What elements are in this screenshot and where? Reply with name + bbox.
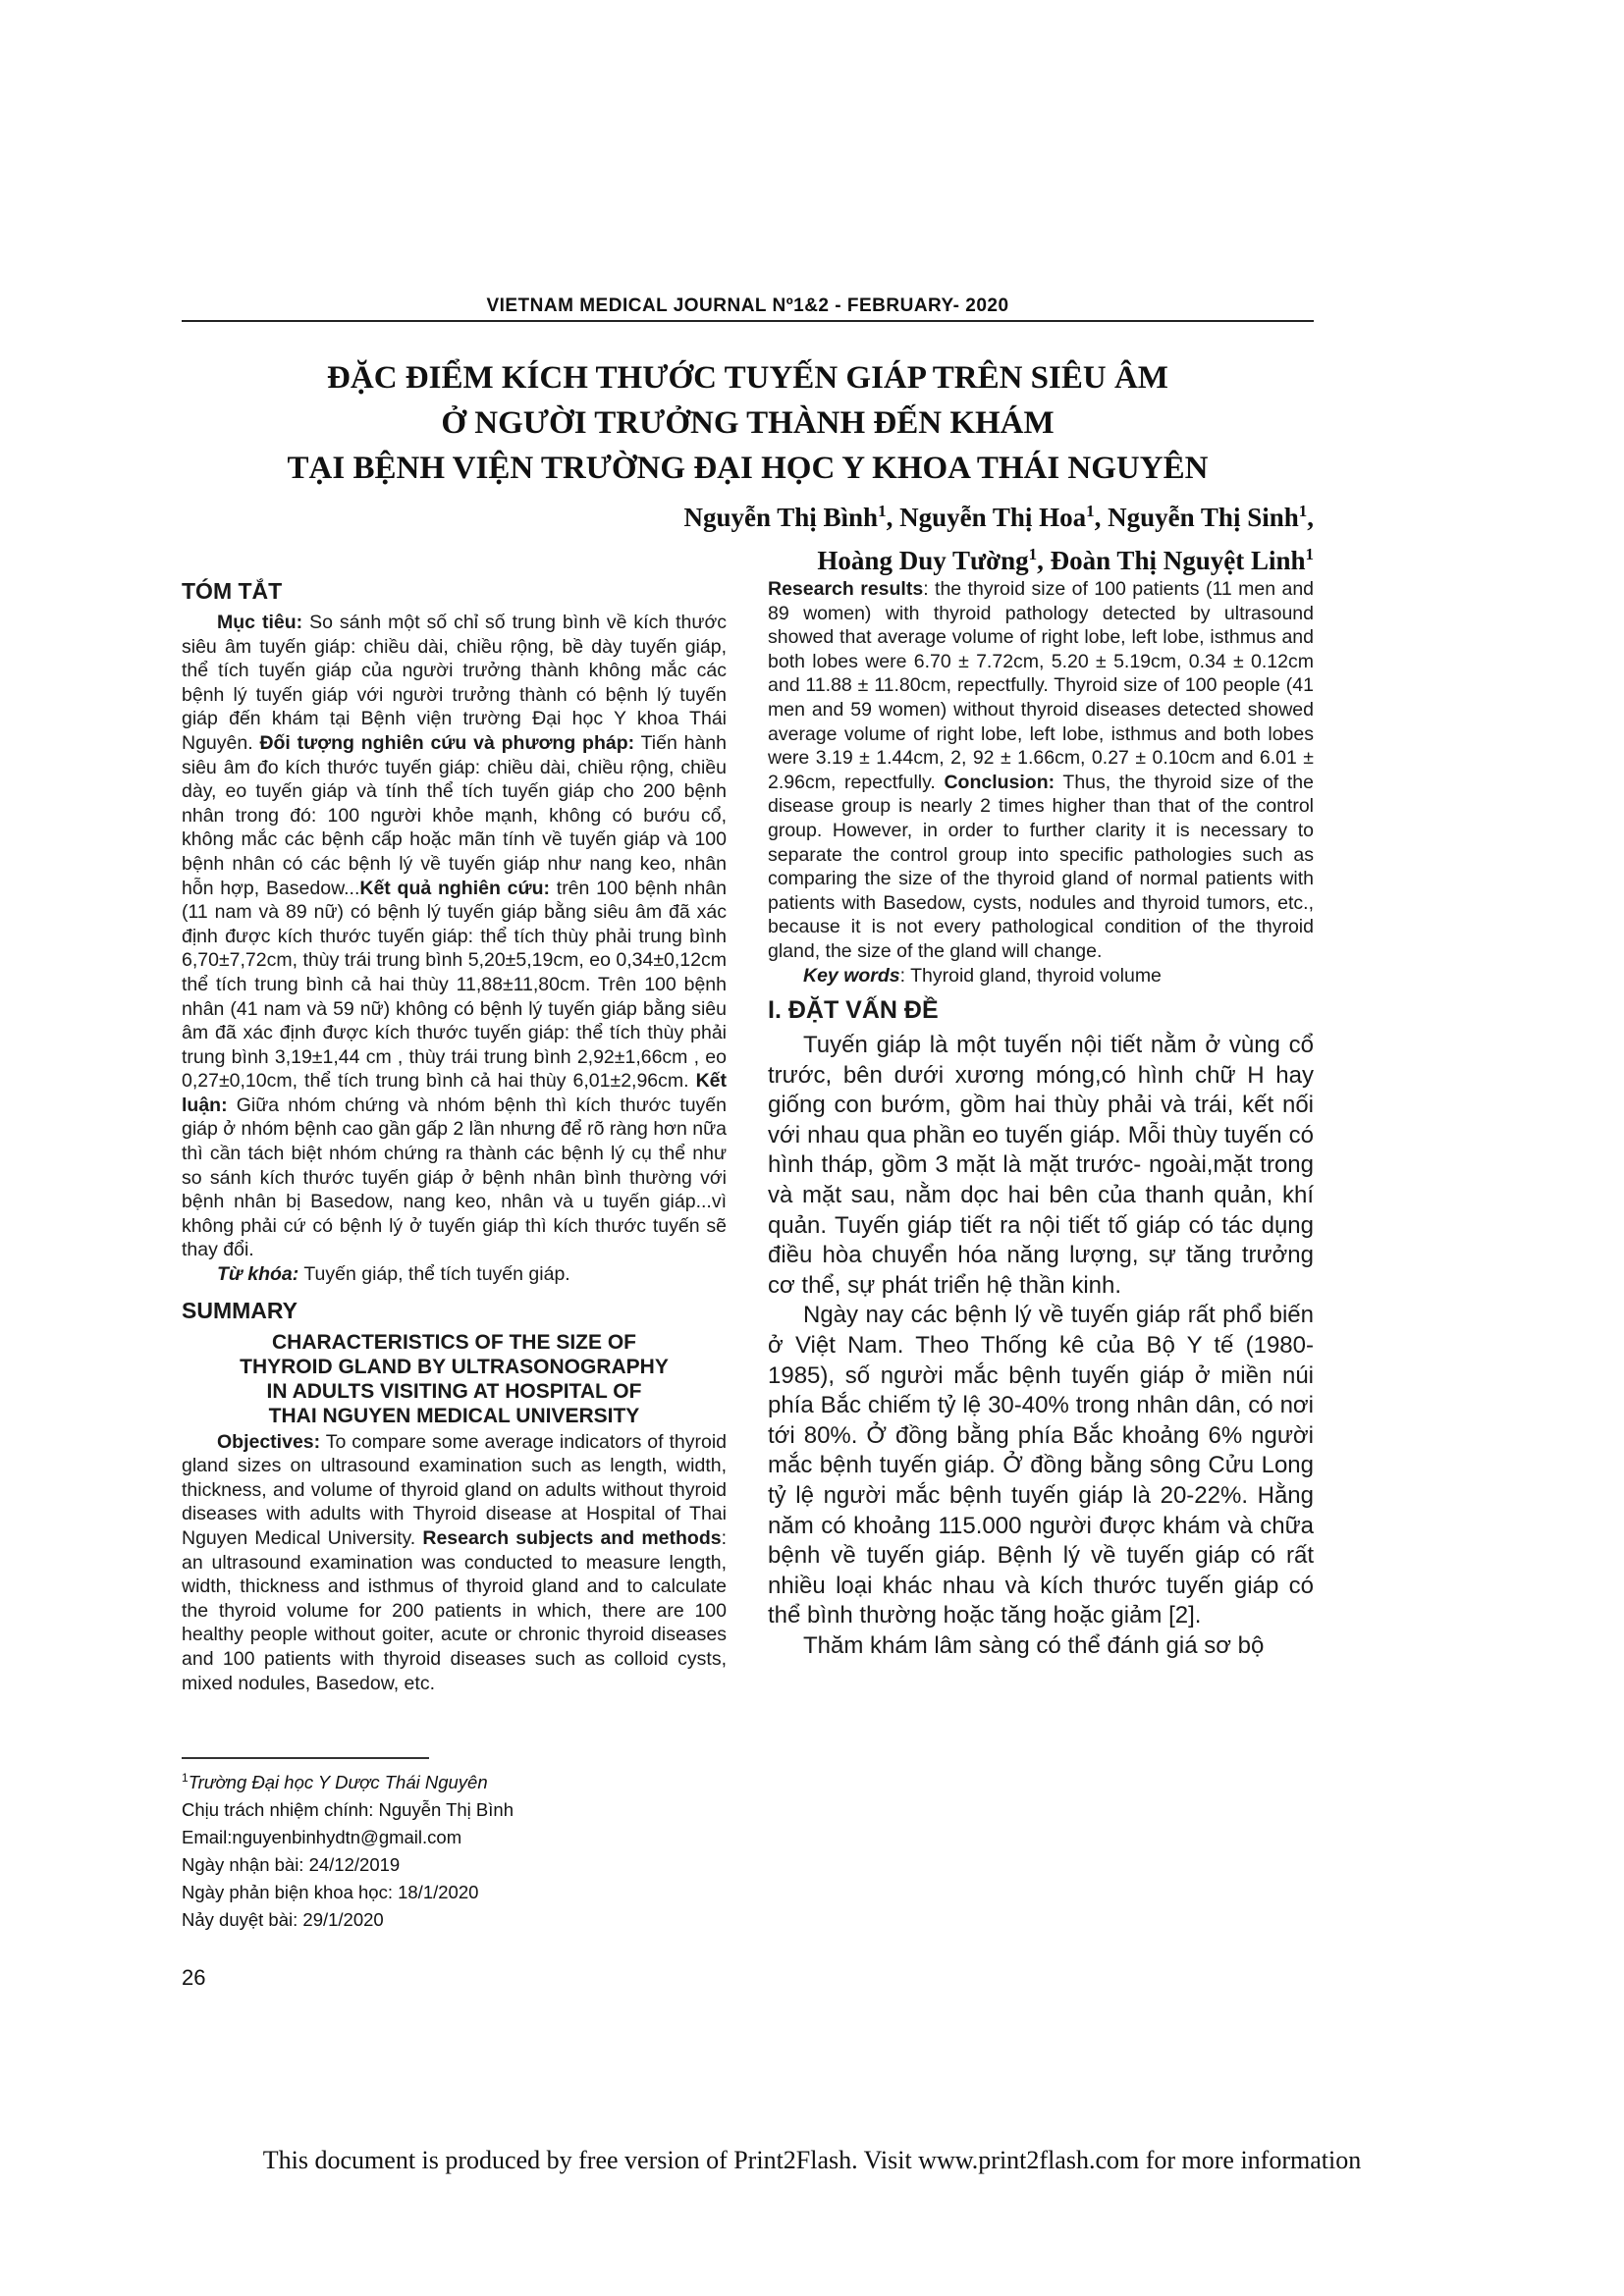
footnote-accepted: Nảy duyệt bài: 29/1/2020 [182, 1909, 384, 1931]
author-affiliation-mark: 1 [878, 502, 887, 520]
objective-label: Mục tiêu: [217, 612, 303, 633]
keywords-label: Từ khóa: [217, 1263, 299, 1286]
page-number: 26 [182, 1965, 206, 1990]
results-text-en: : the thyroid size of 100 patients (11 men and 89 women) with thyroid pathology detected by ultrasound showed that average volume of right lobe, left lobe, isthmus and both lobes were 6.70 ± 7.72cm, 5.20 ± 5.19cm, 0.34 ± 0.12cm and 11.88 ± 11.80cm, repectfully. Thyroid size of 100 people (41 men and 59 women) without thyroid diseases detected showed average volume of right lobe, left lobe, isthmus and both lobes were 3.19 ± 1.44cm, 2, 92 ± 1.66cm, 0.27 ± 0.10cm and 6.01 ± 2.96cm, repectfully. [768, 578, 1315, 793]
objective-text: So sánh một số chỉ số trung bình về kích thước siêu âm tuyến giáp: chiều dài, chiều rộng, bề dày tuyến giáp, thể tích tuyến giáp của người trưởng thành không mắc các bệnh lý tuyến giáp với người trưởng thành có bệnh lý tuyến giáp đến khám tại Bệnh viện trường Đại học Y khoa Thái Nguyên. [182, 612, 727, 754]
results-text: trên 100 bệnh nhân (11 nam và 89 nữ) có bệnh lý tuyến giáp bằng siêu âm đã xác định được kích thước tuyến giáp: thể tích thùy phải trung bình 6,70±7,72cm, thùy trái trung bình 5,20±5,19cm, eo 0,34±0,12cm thể tích trung bình cả hai thùy 11,88±11,80cm. Trên 100 bệnh nhân (41 nam và 59 nữ) không có bệnh lý tuyến giáp bằng siêu âm đã xác định được kích thước tuyến giáp: thể tích thùy phải trung bình 3,19±1,44 cm , thùy trái trung bình 2,92±1,66cm , eo 0,27±0,10cm, thể tích trung bình cả hai thùy 6,01±2,96cm. [182, 877, 727, 1093]
conclusion-label-en: Conclusion: [944, 771, 1056, 793]
results-label-en: Research results [768, 578, 924, 600]
title-line-2: Ở NGƯỜI TRƯỞNG THÀNH ĐẾN KHÁM [441, 405, 1055, 441]
footnotes [182, 1764, 731, 1934]
header-rule [182, 320, 1314, 322]
abstract-vn-heading: TÓM TẮT [182, 578, 283, 604]
objectives-text-en: To compare some average indicators of thyroid gland sizes on ultrasound examination such as length, width, thickness, and volume of thyroid gland on adults without thyroid diseases with adults with Thyroid disease at Hospital of Thai Nguyen Medical University. [182, 1430, 727, 1549]
conclusion-text-en: Thus, the thyroid size of the disease group is nearly 2 times higher than that of the control group. However, in order to further clarity it is necessary to separate the control group into specific pathologies such as comparing the size of the thyroid gland of normal patients with patients with Basedow, cysts, nodules and thyroid tumors, etc., because it is not every pathological condition of the thyroid gland, the size of the gland will change. [768, 771, 1315, 962]
footnote-affiliation [182, 1764, 731, 1796]
abstract-vn-text [182, 611, 727, 1262]
keywords-text: Tuyến giáp, thể tích tuyến giáp. [298, 1263, 570, 1286]
footnote-reviewed: Ngày phản biện khoa học: 18/1/2020 [182, 1882, 479, 1903]
author-separator: , [1094, 503, 1109, 532]
summary-title-line-3: IN ADULTS VISITING AT HOSPITAL OF [266, 1379, 642, 1403]
summary-title-line-4: THAI NGUYEN MEDICAL UNIVERSITY [268, 1404, 640, 1427]
article-title [182, 355, 1314, 491]
footnote-received: Ngày nhận bài: 24/12/2019 [182, 1854, 401, 1876]
title-line-1: ĐẶC ĐIỂM KÍCH THƯỚC TUYẾN GIÁP TRÊN SIÊU ÂM [327, 360, 1168, 396]
conclusion-text: Giữa nhóm chứng và nhóm bệnh thì kích thước tuyến giáp ở nhóm bệnh cao gần gấp 2 lần nhưng để rõ ràng hơn nữa thì cần tách biệt nhóm chứng ra thành các bệnh lý cụ thể như so sánh kích thước tuyến giáp ở bệnh nhân bình thường với bệnh nhân bị Basedow, nang keo, nhân và u tuyến giáp...vì không phải cứ có bệnh lý ở tuyến giáp thì kích thước tuyến sẽ thay đổi. [182, 1094, 727, 1261]
author-line-2 [430, 536, 1314, 579]
author-affiliation-mark: 1 [1028, 545, 1038, 563]
keywords-text-en: : Thyroid gland, thyroid volume [899, 964, 1162, 987]
methods-label-en: Research subjects and methods [422, 1527, 722, 1549]
author-separator: , [1037, 546, 1051, 575]
right-column [768, 577, 1314, 1662]
print2flash-watermark: This document is produced by free version of Print2Flash. Visit www.print2flash.com for more information [262, 2146, 1362, 2174]
methods-text: Tiến hành siêu âm đo kích thước tuyến giáp: chiều dài, chiều rộng, chiều dày, eo tuyến giáp và tính thể tích tuyến giáp cho 200 bệnh nhân trong đó: 100 người khỏe mạnh, không có bướu cổ, không mắc các bệnh cấp hoặc mãn tính về tuyến giáp và 100 bệnh nhân có các bệnh lý về tuyến giáp như nang keo, nhân hỗn hợp, Basedow... [182, 731, 727, 899]
author-name: Đoàn Thị Nguyệt Linh [1050, 546, 1306, 575]
author-name: Nguyễn Thị Bình [683, 503, 879, 532]
author-line-1 [430, 493, 1314, 536]
footnote-rule [182, 1757, 429, 1759]
summary-heading: SUMMARY [182, 1297, 298, 1323]
section-1-paragraph: Thăm khám lâm sàng có thể đánh giá sơ bộ [803, 1631, 1265, 1659]
section-1-heading: I. ĐẶT VẤN ĐỀ [768, 996, 939, 1025]
left-column [182, 577, 727, 1695]
summary-title-line-2: THYROID GLAND BY ULTRASONOGRAPHY [240, 1355, 669, 1378]
author-separator: , [1307, 503, 1314, 532]
summary-text-part-2 [768, 577, 1314, 964]
results-label: Kết quả nghiên cứu: [359, 877, 551, 899]
keywords-en [768, 964, 1314, 988]
keywords-label-en: Key words [803, 964, 900, 987]
author-name: Nguyễn Thị Hoa [899, 503, 1087, 532]
footnote-corresponding: Chịu trách nhiệm chính: Nguyễn Thị Bình [182, 1799, 514, 1821]
methods-text-en: : an ultrasound examination was conducted to measure length, width, thickness and isthmus of thyroid gland and to calculate the thyroid volume for 200 patients in which, there are 100 healthy people without goiter, acute or chronic thyroid diseases and 100 patients with thyroid diseases such as colloid cysts, mixed nodules, Basedow, etc. [182, 1527, 727, 1694]
author-affiliation-mark: 1 [1086, 502, 1095, 520]
summary-title-line-1: CHARACTERISTICS OF THE SIZE OF [271, 1330, 636, 1354]
author-list [430, 493, 1314, 579]
author-name: Nguyễn Thị Sinh [1108, 503, 1299, 532]
summary-text-part-1 [182, 1430, 727, 1696]
section-1-paragraph: Tuyến giáp là một tuyến nội tiết nằm ở vùng cổ trước, bên dưới xương móng,có hình chữ H hay giống con bướm, gồm hai thùy phải và trái, kết nối với nhau qua phần eo tuyến giáp. Mỗi thùy tuyến có hình tháp, gồm 3 mặt là mặt trước- ngoài,mặt trong và mặt sau, nằm dọc hai bên của thanh quản, khí quản. Tuyến giáp tiết ra nội tiết tố giáp có tác dụng điều hòa chuyển hóa năng lượng, sự tăng trưởng cơ thể, sự phát triển hệ thần kinh. [768, 1032, 1314, 1299]
author-affiliation-mark: 1 [1305, 545, 1314, 563]
journal-running-header: VIETNAM MEDICAL JOURNAL Nº1&2 - FEBRUARY- 2020 [486, 295, 1009, 316]
objectives-label-en: Objectives: [217, 1430, 321, 1453]
summary-title [182, 1330, 727, 1428]
title-line-3: TẠI BỆNH VIỆN TRƯỜNG ĐẠI HỌC Y KHOA THÁI NGUYÊN [287, 451, 1209, 486]
section-1-paragraph: Ngày nay các bệnh lý về tuyến giáp rất phổ biến ở Việt Nam. Theo Thống kê của Bộ Y tế (1980-1985), số người mắc bệnh tuyến giáp ở miền núi phía Bắc chiếm tỷ lệ 30-40% trong nhân dân, có nơi tới 80%. Ở đồng bằng phía Bắc khoảng 6% người mắc bệnh tuyến giáp. Ở đồng bằng sông Cửu Long tỷ lệ người mắc bệnh tuyến giáp là 20-22%. Hằng năm có khoảng 115.000 người được khám và chữa bệnh về tuyến giáp. Bệnh lý về tuyến giáp có rất nhiều loại khác nhau và kích thước tuyến giáp có thể bình thường hoặc tăng hoặc giảm [2]. [768, 1302, 1314, 1629]
keywords-vn [182, 1262, 727, 1287]
author-separator: , [886, 503, 900, 532]
author-affiliation-mark: 1 [1298, 502, 1308, 520]
footnote-affiliation-text: Trường Đại học Y Dược Thái Nguyên [188, 1772, 488, 1793]
conclusion-label: Kết luận: [182, 1070, 727, 1116]
methods-label: Đối tượng nghiên cứu và phương pháp: [259, 731, 635, 754]
footnote-email: Email:nguyenbinhydtn@gmail.com [182, 1827, 462, 1848]
footnote-mark: 1 [182, 1771, 189, 1785]
author-name: Hoàng Duy Tường [817, 546, 1029, 575]
